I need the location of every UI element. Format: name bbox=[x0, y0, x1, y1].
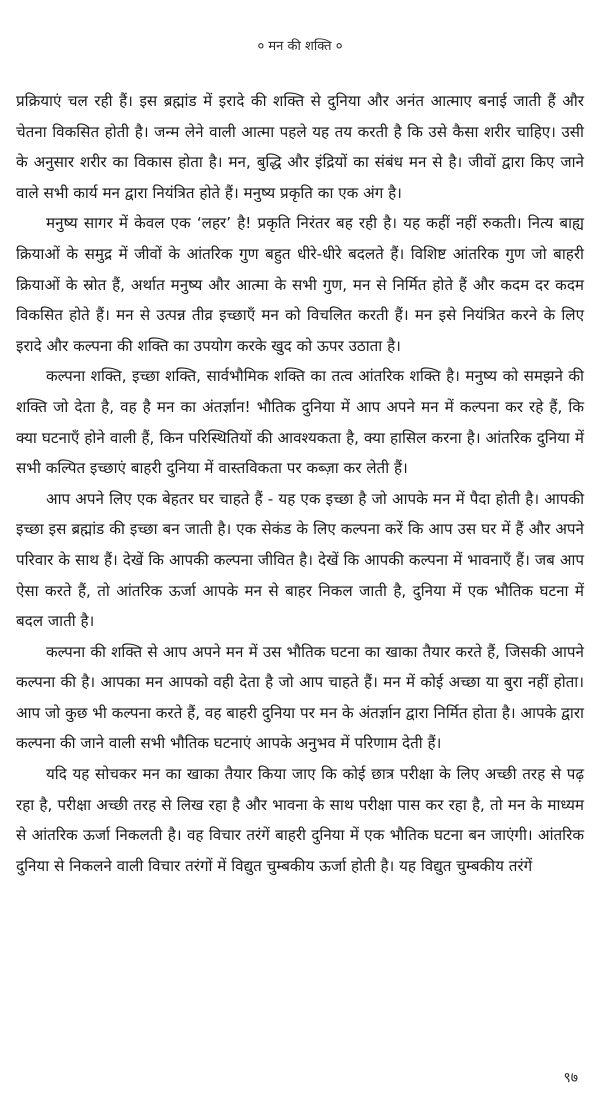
paragraph: कल्पना शक्ति, इच्छा शक्ति, सार्वभौमिक शक्ति का तत्व आंतरिक शक्ति है। मनुष्य को समझने की शक्ति जो देता है, वह है मन का अंतर्ज्ञान! भौतिक दुनिया में आप अपने मन में कल्पना कर रहे हैं, कि क्या घटनाएँ होने वाली हैं, किन परिस्थितियों की आवश्यकता है, क्या हासिल करना है। आंतरिक दुनिया में सभी कल्पित इच्छाएं बाहरी दुनिया में वास्तविकता पर कब्ज़ा कर लेती हैं। bbox=[16, 367, 584, 478]
paragraph: आप अपने लिए एक बेहतर घर चाहते हैं - यह एक इच्छा है जो आपके मन में पैदा होती है। आपकी इच्छा इस ब्रह्मांड की इच्छा बन जाती है। एक सेकंड के लिए कल्पना करें कि आप उस घर में हैं और अपने परिवार के साथ हैं। देखें कि आपकी कल्पना जीवित है। देखें कि आपकी कल्पना में भावनाएँ हैं। जब आप ऐसा करते हैं, तो आंतरिक ऊर्जा आपके मन से बाहर निकल जाती है, दुनिया में एक भौतिक घटना में बदल जाती है। bbox=[16, 489, 585, 631]
paragraph: कल्पना की शक्ति से आप अपने मन में उस भौतिक घटना का खाका तैयार करते हैं, जिसकी आपने कल्पना की है। आपका मन आपको वही देता है जो आप चाहते हैं। मन में कोई अच्छा या बुरा नहीं होता। आप जो कुछ भी कल्पना करते हैं, वह बाहरी दुनिया पर मन के अंतर्ज्ञान द्वारा निर्मित होता है। आपके द्वारा कल्पना की जाने वाली सभी भौतिक घटनाएं आपके अनुभव में परिणाम देती हैं। bbox=[16, 642, 584, 753]
page-number: ९७ bbox=[563, 1070, 578, 1086]
running-header: ० मन की शक्ति ० bbox=[257, 39, 343, 54]
body-text bbox=[16, 86, 584, 881]
paragraph: यदि यह सोचकर मन का खाका तैयार किया जाए कि कोई छात्र परीक्षा के लिए अच्छी तरह से पढ़ रहा है, परीक्षा अच्छी तरह से लिख रहा है और भावना के साथ परीक्षा पास कर रहा है, तो मन के माध्यम से आंतरिक ऊर्जा निकलती है। वह विचार तरंगें बाहरी दुनिया में एक भौतिक घटना बन जाएंगी। आंतरिक दुनिया से निकलने वाली विचार तरंगों में विद्युत चुम्बकीय ऊर्जा होती है। यह विद्युत चुम्बकीय तरंगें bbox=[16, 765, 584, 875]
paragraph: मनुष्य सागर में केवल एक ‘लहर’ है! प्रकृति निरंतर बह रही है। यह कहीं नहीं रुकती। नित्य बाह्य क्रियाओं के समुद्र में जीवों के आंतरिक गुण बहुत धीरे-धीरे बदलते हैं। विशिष्ट आंतरिक गुण जो बाहरी क्रियाओं के स्रोत हैं, अर्थात मनुष्य और आत्मा के सभी गुण, मन से निर्मित होते हैं और कदम दर कदम विकसित होते हैं। मन से उत्पन्न तीव्र इच्छाएँ मन को विचलित करती हैं। मन इसे नियंत्रित करने के लिए इरादे और कल्पना की शक्ति का उपयोग करके खुद को ऊपर उठाता है। bbox=[16, 214, 584, 355]
paragraph-continued: प्रक्रियाएं चल रही हैं। इस ब्रह्मांड में इरादे की शक्ति से दुनिया और अनंत आत्माए बनाई जाती हैं और चेतना विकसित होती है। जन्म लेने वाली आत्मा पहले यह तय करती है कि उसे कैसा शरीर चाहिए। उसी के अनुसार शरीर का विकास होता है। मन, बुद्धि और इंद्रियों का संबंध मन से है। जीवों द्वारा किए जाने वाले सभी कार्य मन द्वारा नियंत्रित होते हैं। मनुष्य प्रकृति का एक अंग है। bbox=[16, 92, 584, 202]
